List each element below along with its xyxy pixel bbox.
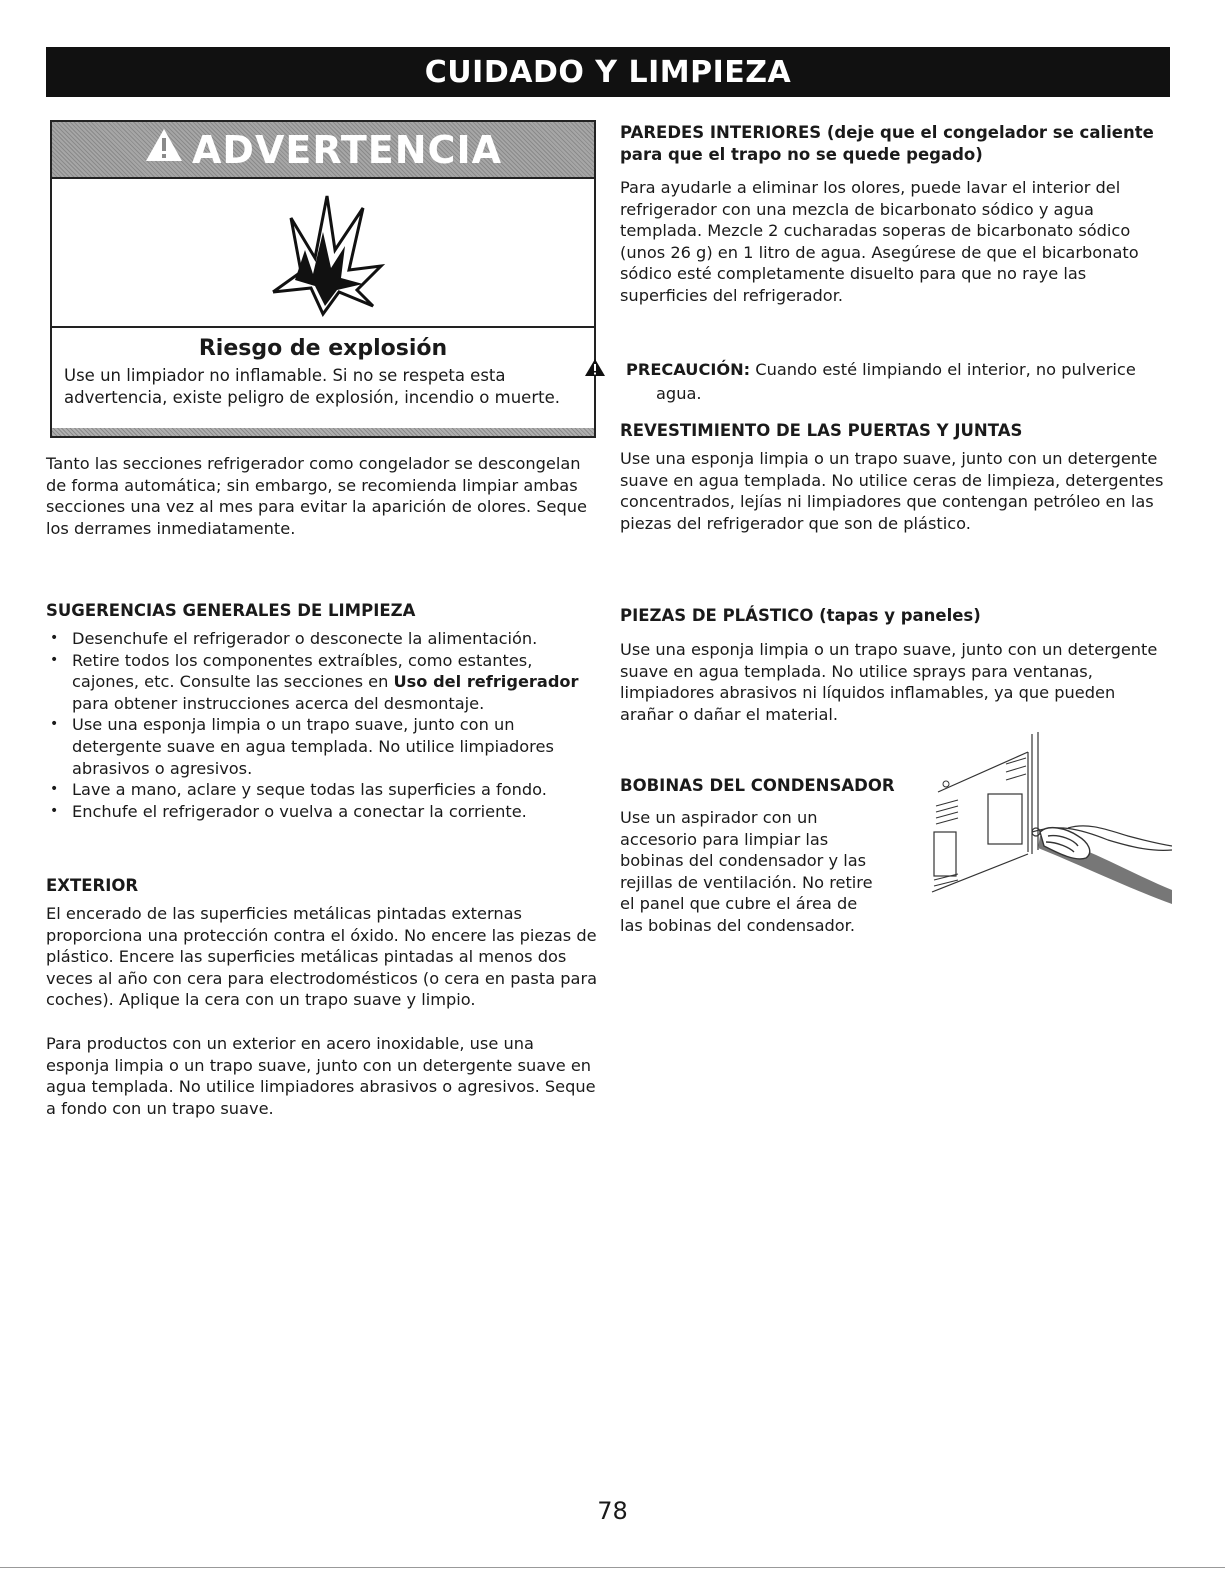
warning-header — [52, 122, 594, 179]
banner-title: CUIDADO Y LIMPIEZA — [424, 54, 792, 90]
warning-title: Riesgo de explosión — [198, 336, 448, 361]
general-tips-heading: SUGERENCIAS GENERALES DE LIMPIEZA — [46, 601, 416, 620]
condenser-coils-text: Use un aspirador con un accesorio para limpiar las bobinas del condensador y las rejillas de ventilación. No retire el panel que cubre el área de las bobinas del condensador. — [620, 808, 873, 935]
general-tips-list — [46, 628, 598, 822]
page-number: 78 — [597, 1497, 628, 1525]
warning-header-text: ADVERTENCIA — [192, 127, 502, 172]
exterior-section — [46, 875, 598, 1119]
vacuum-hand-icon — [928, 732, 1172, 907]
list-item: • Desenchufe el refrigerador o desconecte la alimentación. — [46, 628, 598, 650]
warning-text: Use un limpiador no inflamable. Si no se respeta esta advertencia, existe peligro de explosión, incendio o muerte. — [64, 366, 560, 407]
intro-paragraph: Tanto las secciones refrigerador como congelador se descongelan de forma automática; sin embargo, se recomienda limpiar ambas secciones una vez al mes para evitar la aparición de olores. Seque los derrames inmediatamente. — [46, 454, 587, 538]
interior-walls-heading: PAREDES INTERIORES (deje que el congelador se caliente para que el trapo no se quede pegado) — [620, 123, 1154, 164]
exterior-heading: EXTERIOR — [46, 876, 139, 895]
doors-section — [620, 420, 1170, 534]
general-tips-section — [46, 600, 598, 822]
caution-text: Cuando esté limpiando el interior, no pulverice agua. — [656, 360, 1136, 403]
condenser-cleaning-illustration — [928, 732, 1172, 907]
condenser-coils-heading: BOBINAS DEL CONDENSADOR — [620, 776, 895, 795]
plastic-parts-text: Use una esponja limpia o un trapo suave, junto con un detergente suave en agua templada. No utilice sprays para ventanas, limpiadores abrasivos ni líquidos inflamables, ya que pueden arañar o dañar el material. — [620, 640, 1158, 724]
caution-note — [620, 358, 1170, 404]
warning-bottom-bar — [52, 428, 594, 436]
warning-triangle-icon — [144, 127, 184, 172]
list-item: • Use una esponja limpia o un trapo suave, junto con un detergente suave en agua templada. No utilice limpiadores abrasivos o agresivos. — [46, 714, 598, 779]
plastic-parts-section — [620, 605, 1170, 725]
caution-label: PRECAUCIÓN: — [626, 360, 751, 379]
warning-body — [52, 326, 594, 436]
doors-heading: REVESTIMIENTO DE LAS PUERTAS Y JUNTAS — [620, 421, 1023, 440]
doors-text: Use una esponja limpia o un trapo suave, junto con un detergente suave en agua templada. No utilice ceras de limpieza, detergentes concentrados, lejías ni limpiadores que contengan petróleo en las piezas del refrigerador que son de plástico. — [620, 449, 1164, 533]
plastic-parts-heading: PIEZAS DE PLÁSTICO (tapas y paneles) — [620, 606, 981, 625]
warning-box — [50, 120, 596, 438]
exterior-paragraph-1: El encerado de las superficies metálicas pintadas externas proporciona una protección contra el óxido. No encere las piezas de plástico. Encere las superficies metálicas pintadas al menos dos veces al año con cera para electrodomésticos (o cera en pasta para coches). Aplique la cera con un trapo suave y limpio. — [46, 904, 598, 1010]
left-intro — [46, 453, 598, 539]
condenser-coils-section — [620, 775, 920, 937]
list-item: • Lave a mano, aclare y seque todas las superficies a fondo. — [46, 779, 598, 801]
interior-walls-text: Para ayudarle a eliminar los olores, puede lavar el interior del refrigerador con una mezcla de bicarbonato sódico y agua templada. Mezcle 2 cucharadas soperas de bicarbonato sódico (unos 26 g) en 1 litro de agua. Asegúrese de que el bicarbonato sódico esté completamente disuelto para que no raye las superficies del refrigerador. — [620, 178, 1139, 305]
section-banner — [46, 47, 1170, 97]
list-item: • Enchufe el refrigerador o vuelva a conectar la corriente. — [46, 801, 598, 823]
interior-walls-section — [620, 122, 1170, 307]
explosion-icon — [253, 188, 393, 318]
explosion-illustration — [52, 179, 594, 328]
bottom-rule — [0, 1567, 1225, 1568]
list-item: • Retire todos los componentes extraíbles, como estantes, cajones, etc. Consulte las secciones en Uso del refrigerador para obtener instrucciones acerca del desmontaje. — [46, 650, 598, 715]
exterior-paragraph-2: Para productos con un exterior en acero inoxidable, use una esponja limpia o un trapo suave, junto con un detergente suave en agua templada. No utilice limpiadores abrasivos o agresivos. Seque a fondo con un trapo suave. — [46, 1033, 596, 1118]
